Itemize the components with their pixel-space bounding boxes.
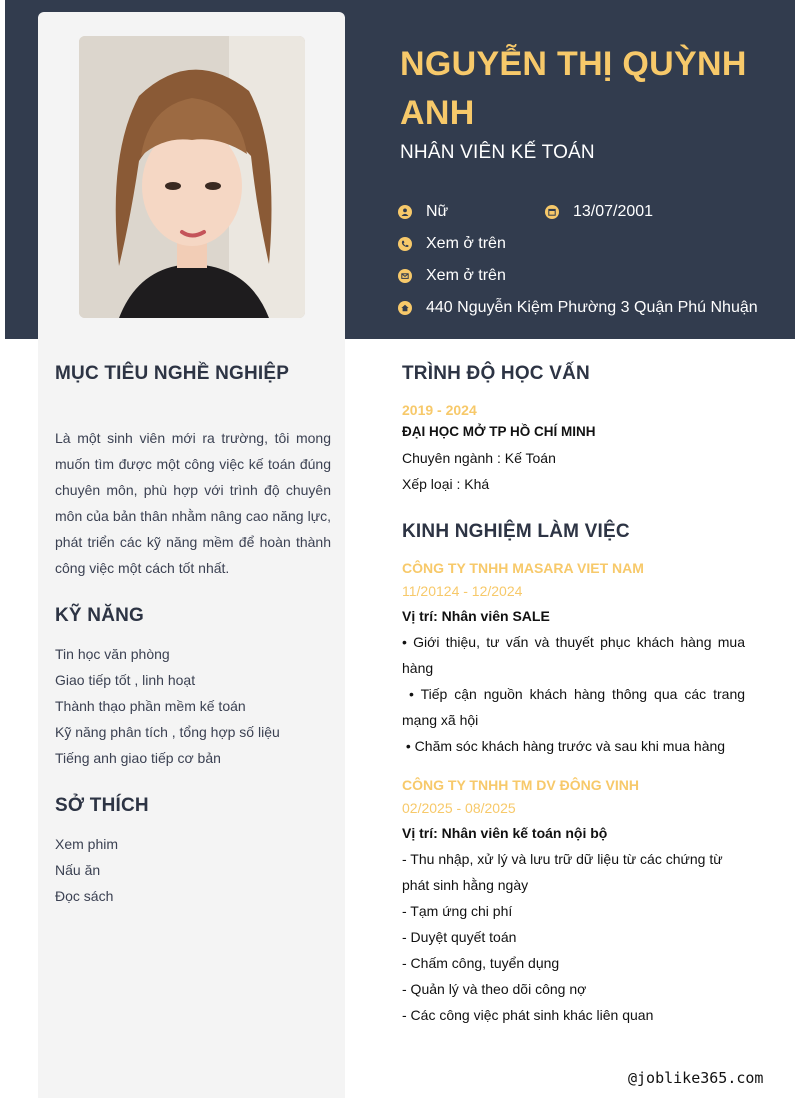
mail-icon bbox=[398, 269, 412, 283]
job-company: CÔNG TY TNHH MASARA VIET NAM bbox=[402, 560, 644, 576]
skills-heading: KỸ NĂNG bbox=[55, 605, 145, 626]
objective-heading: MỤC TIÊU NGHỀ NGHIỆP bbox=[55, 363, 290, 384]
email-row bbox=[398, 267, 506, 285]
user-icon bbox=[398, 205, 412, 219]
job-duties bbox=[402, 629, 749, 759]
birthdate-row bbox=[545, 203, 653, 221]
hobby-item: Xem phim bbox=[55, 836, 119, 852]
skill-item: Thành thạo phần mềm kế toán bbox=[55, 698, 246, 714]
duty-item: • Tiếp cận nguồn khách hàng thông qua các trang mạng xã hội bbox=[402, 686, 749, 728]
duty-item: - Chấm công, tuyển dụng bbox=[402, 955, 560, 971]
gender-value: Nữ bbox=[426, 203, 449, 220]
candidate-name: NGUYỄN THỊ QUỲNH ANH bbox=[400, 45, 747, 132]
objective-text: Là một sinh viên mới ra trường, tôi mong muốn tìm được một công việc kế toán đúng chuyên môn, phù hợp với trình độ chuyên môn của bản thân nhằm nâng cao năng lực, phát triển các kỹ năng mềm để hoàn thành công việc một cách tốt nhất. bbox=[55, 430, 331, 576]
watermark: @joblike365.com bbox=[628, 1069, 764, 1087]
duty-item: - Tạm ứng chi phí bbox=[402, 903, 513, 919]
calendar-icon bbox=[545, 205, 559, 219]
hobby-item: Nấu ăn bbox=[55, 862, 101, 878]
skill-item: Tin học văn phòng bbox=[55, 646, 170, 662]
education-heading: TRÌNH ĐỘ HỌC VẤN bbox=[402, 363, 590, 384]
hobbies-heading: SỞ THÍCH bbox=[55, 795, 149, 816]
address-row bbox=[398, 299, 758, 317]
job-period: 11/20124 - 12/2024 bbox=[402, 583, 523, 599]
birthdate-value: 13/07/2001 bbox=[573, 203, 654, 220]
phone-icon bbox=[398, 237, 412, 251]
experience-heading: KINH NGHIỆM LÀM VIỆC bbox=[402, 521, 630, 542]
job-position: Vị trí: Nhân viên SALE bbox=[402, 608, 550, 624]
education-grade: Xếp loại : Khá bbox=[402, 476, 490, 492]
duty-item: - Duyệt quyết toán bbox=[402, 929, 517, 945]
education-period: 2019 - 2024 bbox=[402, 402, 477, 418]
duty-item: - Quản lý và theo dõi công nợ bbox=[402, 981, 587, 997]
duty-item: • Giới thiệu, tư vấn và thuyết phục khách hàng mua hàng bbox=[402, 634, 745, 676]
job-period: 02/2025 - 08/2025 bbox=[402, 800, 516, 816]
education-major: Chuyên ngành : Kế Toán bbox=[402, 450, 556, 466]
address-value: 440 Nguyễn Kiệm Phường 3 Quận Phú Nhuận bbox=[426, 299, 758, 316]
duty-item: - Thu nhập, xử lý và lưu trữ dữ liệu từ các chứng từ phát sinh hằng ngày bbox=[402, 851, 723, 893]
duty-item: • Chăm sóc khách hàng trước và sau khi mua hàng bbox=[402, 738, 726, 754]
job-company: CÔNG TY TNHH TM DV ĐÔNG VINH bbox=[402, 777, 639, 793]
job-position: Vị trí: Nhân viên kế toán nội bộ bbox=[402, 825, 608, 841]
job-duties bbox=[402, 846, 745, 1028]
phone-value: Xem ở trên bbox=[426, 235, 506, 252]
duty-item: - Các công việc phát sinh khác liên quan bbox=[402, 1007, 654, 1023]
skill-item: Kỹ năng phân tích , tổng hợp số liệu bbox=[55, 724, 280, 740]
school-name: ĐẠI HỌC MỞ TP HỒ CHÍ MINH bbox=[402, 424, 596, 439]
skills-list bbox=[55, 641, 280, 771]
home-icon bbox=[398, 301, 412, 315]
hobbies-list bbox=[55, 831, 118, 909]
gender-row bbox=[398, 203, 448, 221]
hobby-item: Đọc sách bbox=[55, 888, 114, 904]
skill-item: Giao tiếp tốt , linh hoạt bbox=[55, 672, 196, 688]
phone-row bbox=[398, 235, 506, 253]
job-title: NHÂN VIÊN KẾ TOÁN bbox=[400, 142, 595, 163]
email-value: Xem ở trên bbox=[426, 267, 506, 284]
skill-item: Tiếng anh giao tiếp cơ bản bbox=[55, 750, 221, 766]
profile-photo bbox=[79, 36, 305, 318]
